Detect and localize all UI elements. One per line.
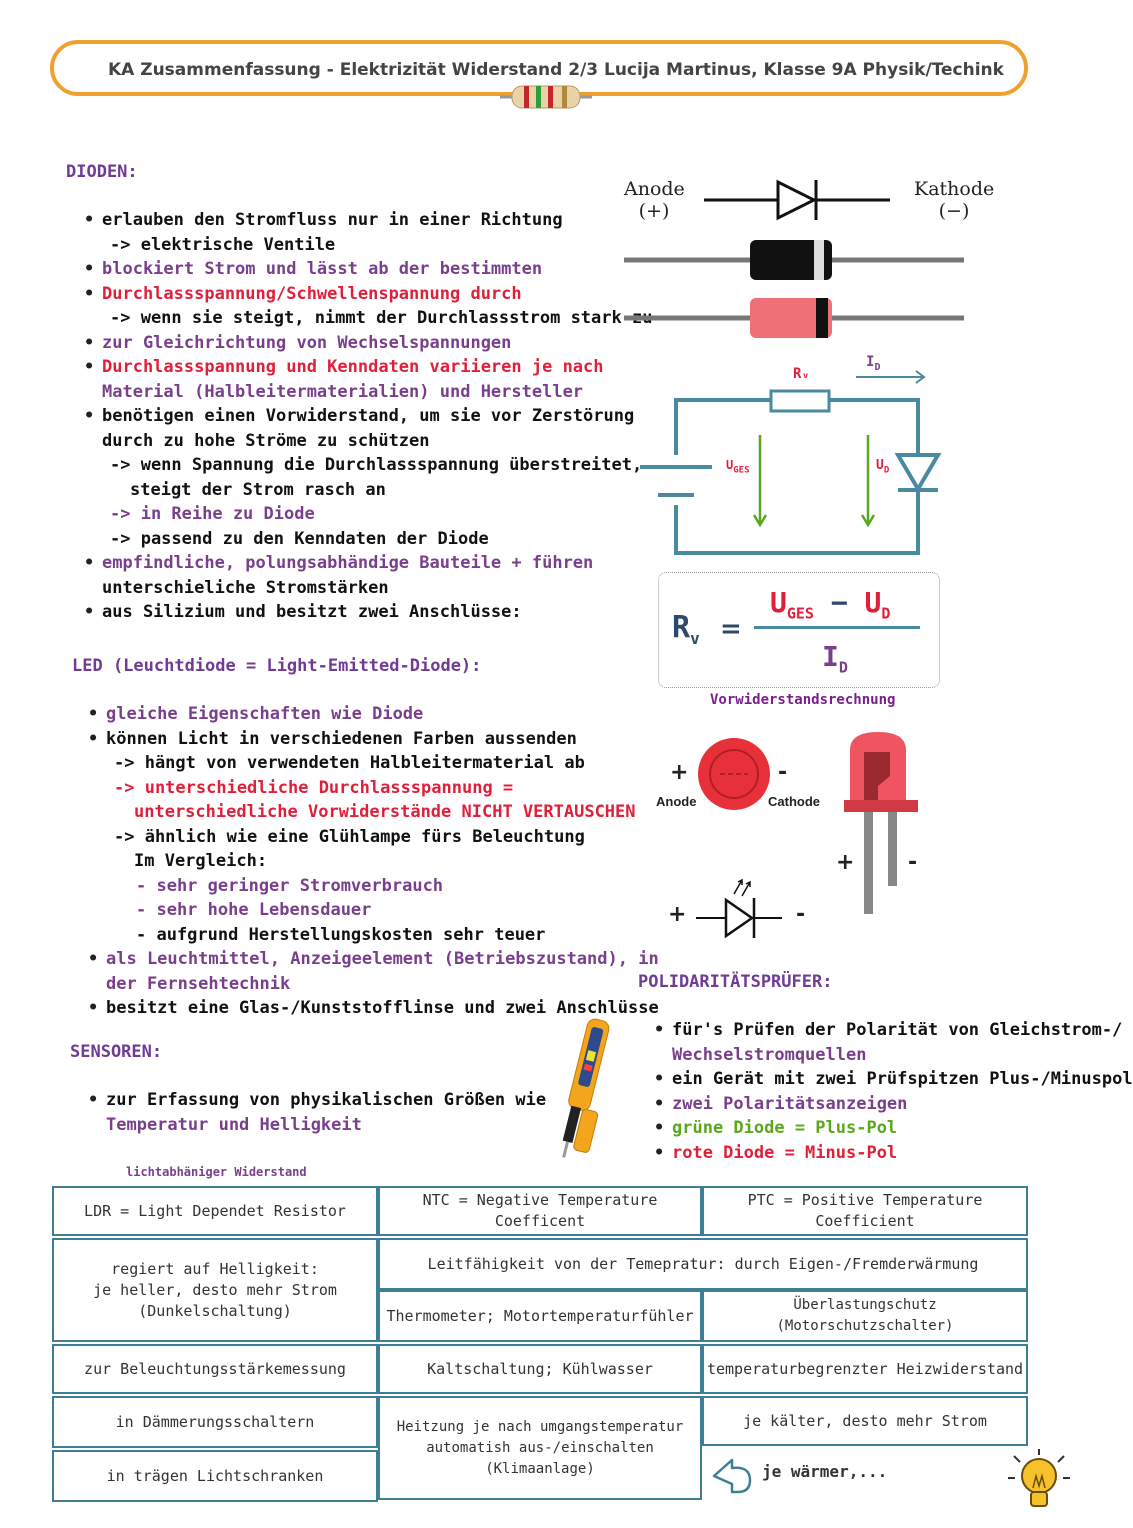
list-item: -> wenn sie steigt, nimmt der Durchlassstrom stark zu [110,308,653,328]
ptc-row3-cell: temperaturbegrenzter Heizwiderstand [702,1344,1028,1394]
ptc-row4-cell: je kälter, desto mehr Strom [702,1396,1028,1446]
ntc-row2-cell: Thermometer; Motortemperaturfühler [378,1290,702,1342]
uges-label: $U_{GES}$ [726,458,750,476]
resistor-rv [771,391,829,411]
list-item: • als Leuchtmittel, Anzeigeelement (Betriebszustand), in [84,947,659,972]
shared-row1-cell: Leitfähigkeit von der Temepratur: durch Eigen-/Fremderwärmung [378,1238,1028,1290]
list-item: - sehr hohe Lebensdauer [136,900,372,920]
ptc-header-cell: PTC = Positive Temperature Coefficient [702,1186,1028,1236]
series-resistor-circuit [636,355,956,560]
led-plus-sign: + [670,760,689,785]
formula-fraction-bar [754,626,920,629]
ud-label: $U_D$ [876,458,890,476]
polarity-tester-icon [548,1012,618,1164]
list-item: unterschieliche Stromstärken [102,577,389,598]
list-item: • ein Gerät mit zwei Prüfspitzen Plus-/Minuspol [650,1067,1133,1092]
led-symbol-plus: + [668,902,687,927]
list-item: -> elektrische Ventile [110,234,336,255]
list-item: • aus Silizium und besitzt zwei Anschlüsse: [80,600,652,625]
document-author: Lucija Martinus, Klasse 9A Physik/Techink [604,60,1004,80]
ntc-header-cell: NTC = Negative Temperature Coefficent [378,1186,702,1236]
list-item: Temperatur und Helligkeit [106,1114,362,1135]
anode-label: Anode (+) [624,178,685,222]
list-item: • benötigen einen Vorwiderstand, um sie vor Zerstörung [80,404,652,429]
ldr-row1-cell: regiert auf Helligkeit: je heller, desto mehr Strom (Dunkelschaltung) [52,1238,378,1342]
ntc-row4-cell: Heitzung je nach umgangstemperatur automatish aus-/einschalten (Klimaanlage) [378,1396,702,1500]
list-item: • grüne Diode = Plus-Pol [650,1116,1133,1141]
list-item: -> unterschiedliche Durchlassspannung = [114,777,514,798]
led-list [84,702,659,1021]
list-item: - sehr geringer Stromverbrauch [136,875,444,896]
ldr-note: lichtabhäniger Widerstand [126,1165,307,1179]
resistor-icon [500,84,592,110]
list-item: • können Licht in verschiedenen Farben aussenden [84,727,659,752]
ldr-row4-cell: in Dämmerungsschaltern [52,1396,378,1448]
diode-symbol-triangle [778,182,814,218]
lightbulb-icon [1006,1448,1072,1520]
id-label: $I_D$ [866,354,881,373]
list-item: durch zu hohe Ströme zu schützen [102,430,430,451]
led-symbol-minus: - [796,902,806,927]
led-minus-sign: - [778,760,788,785]
list-item: • rote Diode = Minus-Pol [650,1141,1133,1166]
list-item: der Fernsehtechnik [106,973,291,994]
list-item: Im Vergleich: [134,851,268,871]
led-top-view [690,732,780,816]
led-leg-minus: - [908,850,918,875]
list-item: • Durchlassspannung/Schwellenspannung durch [80,282,652,307]
list-item: - aufgrund Herstellungskosten sehr teuer [136,924,546,945]
dioden-heading: DIODEN: [66,162,138,182]
kathode-label: Kathode (−) [914,178,995,222]
led-cathode-label: Cathode [768,794,820,809]
formula-numerator: $U_{GES} - U_D$ [770,586,891,623]
list-item: • gleiche Eigenschaften wie Diode [84,702,659,727]
list-item: -> in Reihe zu Diode [110,504,315,524]
rv-label: Rᵥ [793,366,810,382]
list-item: steigt der Strom rasch an [130,479,386,500]
dioden-list [80,208,652,625]
list-item: -> passend zu den Kenndaten der Diode [110,528,489,549]
formula-caption: Vorwiderstandsrechnung [710,692,896,708]
led-anode-label: Anode [656,794,697,809]
formula-denominator: $I_D$ [822,640,848,677]
document-title: KA Zusammenfassung - Elektrizität Widerstand 2/3 [108,60,599,80]
list-item: • zur Gleichrichtung von Wechselspannungen [80,331,652,356]
sensoren-list [84,1088,546,1137]
list-item: • blockiert Strom und lässt ab der bestimmten [80,257,652,282]
formula-equals: = [720,614,742,644]
circuit-diode [898,455,938,489]
list-item: • zur Erfassung von physikalischen Größen wie [84,1088,546,1113]
ntc-row3-cell: Kaltschaltung; Kühlwasser [378,1344,702,1394]
ldr-header-cell: LDR = Light Dependet Resistor [52,1186,378,1236]
ldr-row5-cell: in trägen Lichtschranken [52,1450,378,1502]
list-item: -> ähnlich wie eine Glühlampe fürs Beleuchtung [114,826,585,847]
ptc-row2-cell: Überlastungschutz (Motorschutzschalter) [702,1290,1028,1342]
list-item: -> hängt von verwendeten Halbleitermaterial ab [114,753,585,773]
list-item: • Durchlassspannung und Kenndaten variieren je nach [80,355,652,380]
diode-illustrations [620,170,970,340]
list-item: Wechselstromquellen [672,1044,867,1065]
polaritaet-list [650,1018,1133,1165]
list-item: unterschiedliche Vorwiderstände NICHT VERTAUSCHEN [134,802,636,822]
ldr-row3-cell: zur Beleuchtungsstärkemessung [52,1344,378,1394]
ptc-row5-text: je wärmer,... [762,1462,888,1481]
list-item: Material (Halbleitermaterialien) und Hersteller [102,381,584,402]
formula-lhs: $R_v$ [672,610,700,648]
list-item: • für's Prüfen der Polarität von Gleichstrom-/ [650,1018,1133,1043]
list-item: • erlauben den Stromfluss nur in einer Richtung [80,208,652,233]
list-item: • besitzt eine Glas-/Kunststofflinse und zwei Anschlüsse [84,996,659,1021]
led-side-view [838,730,922,916]
list-item: • empfindliche, polungsabhändige Bauteile + führen [80,551,652,576]
back-arrow-icon [710,1452,756,1498]
led-heading: LED (Leuchtdiode = Light-Emitted-Diode): [72,656,482,676]
sensoren-heading: SENSOREN: [70,1042,163,1062]
polaritaet-heading: POLIDARITÄTSPRÜFER: [638,972,833,992]
list-item: -> wenn Spannung die Durchlassspannung überstreitet, [110,455,643,475]
list-item: • zwei Polaritätsanzeigen [650,1092,1133,1117]
led-leg-plus: + [836,850,855,875]
